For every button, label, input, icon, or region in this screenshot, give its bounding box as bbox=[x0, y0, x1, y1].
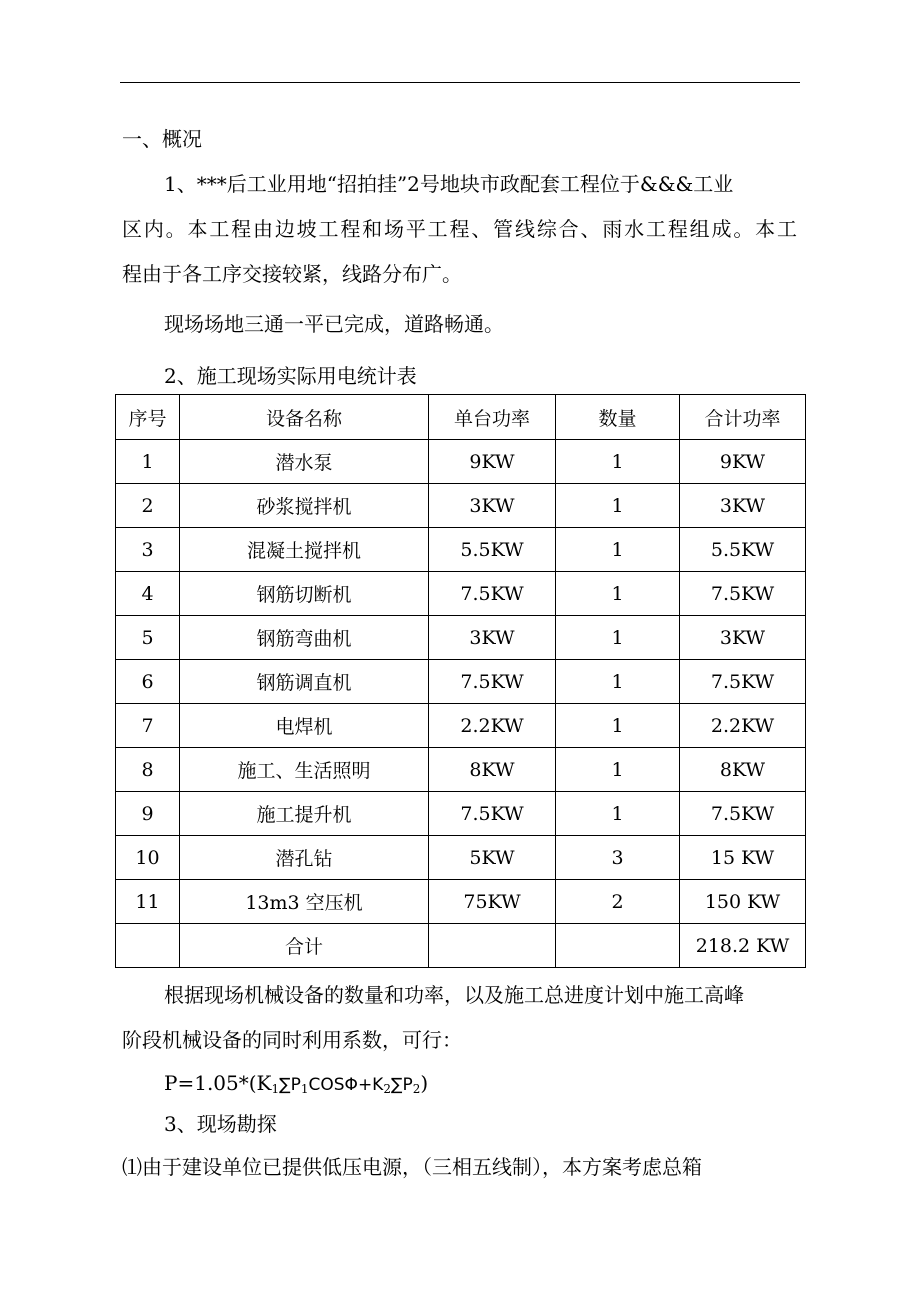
table-row bbox=[116, 836, 806, 880]
table-header-row bbox=[116, 395, 806, 440]
cell-total-power: 15 KW bbox=[680, 836, 806, 880]
cell-empty bbox=[556, 924, 680, 968]
table-row bbox=[116, 748, 806, 792]
cell-index: 6 bbox=[116, 660, 180, 704]
cell-unit-power: 75KW bbox=[429, 880, 556, 924]
cell-equipment: 施工提升机 bbox=[180, 792, 429, 836]
cell-equipment: 13m3 空压机 bbox=[180, 880, 429, 924]
cell-index: 2 bbox=[116, 484, 180, 528]
cell-unit-power: 3KW bbox=[429, 484, 556, 528]
cell-unit-power: 5KW bbox=[429, 836, 556, 880]
table-row bbox=[116, 528, 806, 572]
cell-unit-power: 9KW bbox=[429, 440, 556, 484]
cell-equipment: 电焊机 bbox=[180, 704, 429, 748]
cell-total-power: 5.5KW bbox=[680, 528, 806, 572]
cell-quantity: 1 bbox=[556, 528, 680, 572]
table-row bbox=[116, 440, 806, 484]
cell-total-power: 9KW bbox=[680, 440, 806, 484]
paragraph-2: 现场场地三通一平已完成，道路畅通。 bbox=[164, 312, 504, 336]
subheading-site-survey: 3、现场勘探 bbox=[164, 1112, 277, 1136]
cell-index-empty bbox=[116, 924, 180, 968]
cell-total-power: 7.5KW bbox=[680, 660, 806, 704]
cell-total-power: 3KW bbox=[680, 484, 806, 528]
cell-unit-power: 2.2KW bbox=[429, 704, 556, 748]
cell-index: 10 bbox=[116, 836, 180, 880]
section-heading: 一、概况 bbox=[122, 127, 202, 151]
table-row bbox=[116, 704, 806, 748]
cell-empty bbox=[429, 924, 556, 968]
cell-equipment: 潜水泵 bbox=[180, 440, 429, 484]
cell-quantity: 3 bbox=[556, 836, 680, 880]
cell-equipment: 混凝土搅拌机 bbox=[180, 528, 429, 572]
total-label: 合计 bbox=[180, 924, 429, 968]
cell-total-power: 8KW bbox=[680, 748, 806, 792]
cell-unit-power: 8KW bbox=[429, 748, 556, 792]
header-quantity: 数量 bbox=[556, 395, 680, 440]
paragraph-3-line-2: 阶段机械设备的同时利用系数，可行： bbox=[122, 1028, 462, 1052]
cell-quantity: 1 bbox=[556, 792, 680, 836]
cell-index: 8 bbox=[116, 748, 180, 792]
cell-unit-power: 3KW bbox=[429, 616, 556, 660]
table-row bbox=[116, 792, 806, 836]
cell-total-power: 150 KW bbox=[680, 880, 806, 924]
cell-total-power: 3KW bbox=[680, 616, 806, 660]
cell-quantity: 2 bbox=[556, 880, 680, 924]
cell-unit-power: 5.5KW bbox=[429, 528, 556, 572]
cell-index: 1 bbox=[116, 440, 180, 484]
table-total-row bbox=[116, 924, 806, 968]
cell-index: 7 bbox=[116, 704, 180, 748]
header-total-power: 合计功率 bbox=[680, 395, 806, 440]
cell-equipment: 钢筋切断机 bbox=[180, 572, 429, 616]
cell-quantity: 1 bbox=[556, 484, 680, 528]
cell-quantity: 1 bbox=[556, 616, 680, 660]
paragraph-3-line-1: 根据现场机械设备的数量和功率，以及施工总进度计划中施工高峰 bbox=[164, 983, 744, 1007]
cell-index: 5 bbox=[116, 616, 180, 660]
cell-equipment: 砂浆搅拌机 bbox=[180, 484, 429, 528]
table-caption: 2、施工现场实际用电统计表 bbox=[164, 364, 417, 388]
cell-total-power: 2.2KW bbox=[680, 704, 806, 748]
table-row bbox=[116, 660, 806, 704]
cell-index: 11 bbox=[116, 880, 180, 924]
power-usage-table bbox=[115, 394, 806, 968]
header-unit-power: 单台功率 bbox=[429, 395, 556, 440]
cell-quantity: 1 bbox=[556, 748, 680, 792]
cell-quantity: 1 bbox=[556, 572, 680, 616]
cell-quantity: 1 bbox=[556, 660, 680, 704]
cell-quantity: 1 bbox=[556, 704, 680, 748]
paragraph-4: ⑴由于建设单位已提供低压电源，（三相五线制），本方案考虑总箱 bbox=[122, 1155, 702, 1179]
cell-equipment: 施工、生活照明 bbox=[180, 748, 429, 792]
cell-equipment: 钢筋弯曲机 bbox=[180, 616, 429, 660]
cell-quantity: 1 bbox=[556, 440, 680, 484]
cell-equipment: 潜孔钻 bbox=[180, 836, 429, 880]
cell-index: 4 bbox=[116, 572, 180, 616]
paragraph-1-line-2: 区内。本工程由边坡工程和场平工程、管线综合、雨水工程组成。本工 bbox=[122, 217, 797, 241]
cell-unit-power: 7.5KW bbox=[429, 660, 556, 704]
power-formula: $P=1.05*(K_1\sum P_1COS\Phi+K_2\sum P_2)$ bbox=[164, 1071, 429, 1096]
table-row bbox=[116, 572, 806, 616]
table-row bbox=[116, 880, 806, 924]
cell-equipment: 钢筋调直机 bbox=[180, 660, 429, 704]
cell-unit-power: 7.5KW bbox=[429, 792, 556, 836]
cell-unit-power: 7.5KW bbox=[429, 572, 556, 616]
total-value: 218.2 KW bbox=[680, 924, 806, 968]
cell-total-power: 7.5KW bbox=[680, 572, 806, 616]
header-equipment-name: 设备名称 bbox=[180, 395, 429, 440]
cell-total-power: 7.5KW bbox=[680, 792, 806, 836]
header-index: 序号 bbox=[116, 395, 180, 440]
paragraph-1-line-1: 1、***后工业用地“招拍挂”2号地块市政配套工程位于&&&工业 bbox=[164, 172, 734, 196]
paragraph-1-line-3: 程由于各工序交接较紧，线路分布广。 bbox=[122, 262, 462, 286]
cell-index: 3 bbox=[116, 528, 180, 572]
cell-index: 9 bbox=[116, 792, 180, 836]
header-rule bbox=[120, 82, 800, 83]
table-row bbox=[116, 484, 806, 528]
table-row bbox=[116, 616, 806, 660]
